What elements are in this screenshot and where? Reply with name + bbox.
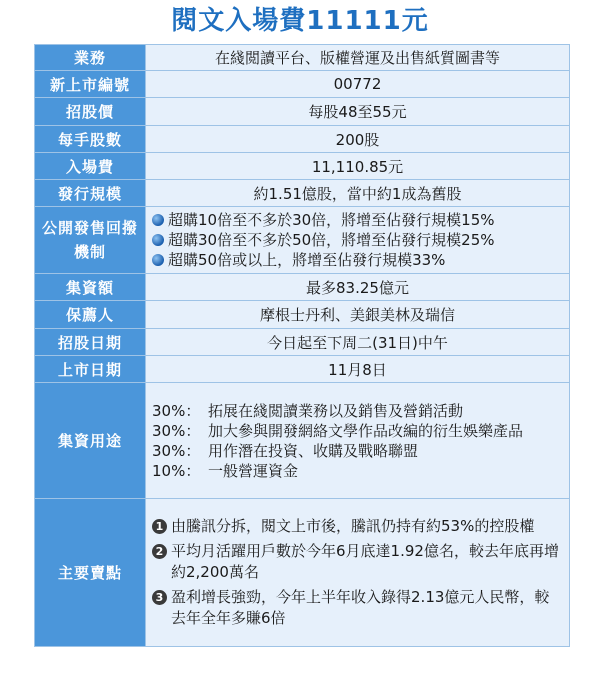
row-fee bbox=[35, 153, 570, 180]
highlight-item bbox=[152, 539, 563, 585]
value-business: 在綫閲讀平台、版權營運及出售紙質圖書等 bbox=[146, 45, 570, 71]
label-period: 招股日期 bbox=[35, 329, 146, 356]
clawback-item bbox=[152, 230, 563, 250]
use-item bbox=[152, 421, 563, 441]
row-lot bbox=[35, 126, 570, 153]
use-text: 加大參與開發網絡文學作品改編的衍生娛樂產品 bbox=[208, 421, 524, 440]
value-listing: 11月8日 bbox=[146, 356, 570, 383]
highlight-text: 盈利增長強勁，今年上半年收入錄得2.13億元人民幣，較去年全年多賺6倍 bbox=[171, 588, 550, 627]
label-use: 集資用途 bbox=[35, 383, 146, 499]
value-fee: 11,110.85元 bbox=[146, 153, 570, 180]
clawback-item bbox=[152, 210, 563, 230]
row-raise bbox=[35, 274, 570, 301]
number-badge-icon: 3 bbox=[152, 590, 167, 605]
bullet-icon bbox=[152, 234, 164, 246]
value-price: 每股48至55元 bbox=[146, 98, 570, 126]
row-listing bbox=[35, 356, 570, 383]
label-raise: 集資額 bbox=[35, 274, 146, 301]
label-highlights: 主要賣點 bbox=[35, 499, 146, 647]
value-period: 今日起至下周二(31日)中午 bbox=[146, 329, 570, 356]
label-clawback: 公開發售回撥機制 bbox=[35, 207, 146, 274]
value-use bbox=[146, 383, 570, 499]
use-item bbox=[152, 461, 563, 481]
value-sponsor: 摩根士丹利、美銀美林及瑞信 bbox=[146, 301, 570, 329]
highlight-text: 由騰訊分拆，閱文上市後，騰訊仍持有約53%的控股權 bbox=[171, 517, 535, 535]
use-pct: 30%： bbox=[152, 401, 201, 420]
highlight-item bbox=[152, 514, 563, 539]
row-period bbox=[35, 329, 570, 356]
row-business bbox=[35, 45, 570, 71]
label-code: 新上市編號 bbox=[35, 71, 146, 98]
use-text: 拓展在綫閲讀業務以及銷售及營銷活動 bbox=[208, 401, 464, 420]
clawback-item bbox=[152, 250, 563, 270]
value-highlights bbox=[146, 499, 570, 647]
label-listing: 上市日期 bbox=[35, 356, 146, 383]
value-raise: 最多83.25億元 bbox=[146, 274, 570, 301]
row-use bbox=[35, 383, 570, 499]
row-price bbox=[35, 98, 570, 126]
row-highlights bbox=[35, 499, 570, 647]
clawback-text: 超購50倍或以上，將增至佔發行規模33% bbox=[168, 251, 446, 269]
label-price: 招股價 bbox=[35, 98, 146, 126]
ipo-info-table bbox=[34, 44, 570, 647]
use-text: 用作潛在投資、收購及戰略聯盟 bbox=[208, 441, 419, 460]
value-code: 00772 bbox=[146, 71, 570, 98]
value-clawback bbox=[146, 207, 570, 274]
highlight-item bbox=[152, 585, 563, 631]
label-sponsor: 保薦人 bbox=[35, 301, 146, 329]
use-pct: 10%： bbox=[152, 461, 201, 480]
label-scale: 發行規模 bbox=[35, 180, 146, 207]
label-business: 業務 bbox=[35, 45, 146, 71]
number-badge-icon: 1 bbox=[152, 519, 167, 534]
highlight-text: 平均月活躍用戶數於今年6月底達1.92億名，較去年底再增約2,200萬名 bbox=[171, 542, 559, 581]
page-title: 閱文入場費11111元 bbox=[171, 6, 429, 36]
label-lot: 每手股數 bbox=[35, 126, 146, 153]
value-lot: 200股 bbox=[146, 126, 570, 153]
row-clawback bbox=[35, 207, 570, 274]
row-code bbox=[35, 71, 570, 98]
row-scale bbox=[35, 180, 570, 207]
value-scale: 約1.51億股，當中約1成為舊股 bbox=[146, 180, 570, 207]
number-badge-icon: 2 bbox=[152, 544, 167, 559]
clawback-text: 超購30倍至不多於50倍，將增至佔發行規模25% bbox=[168, 231, 495, 249]
bullet-icon bbox=[152, 254, 164, 266]
use-text: 一般營運資金 bbox=[208, 461, 299, 480]
bullet-icon bbox=[152, 214, 164, 226]
clawback-text: 超購10倍至不多於30倍，將增至佔發行規模15% bbox=[168, 211, 495, 229]
label-fee: 入場費 bbox=[35, 153, 146, 180]
row-sponsor bbox=[35, 301, 570, 329]
use-pct: 30%： bbox=[152, 421, 201, 440]
use-pct: 30%： bbox=[152, 441, 201, 460]
use-item bbox=[152, 441, 563, 461]
use-item bbox=[152, 401, 563, 421]
